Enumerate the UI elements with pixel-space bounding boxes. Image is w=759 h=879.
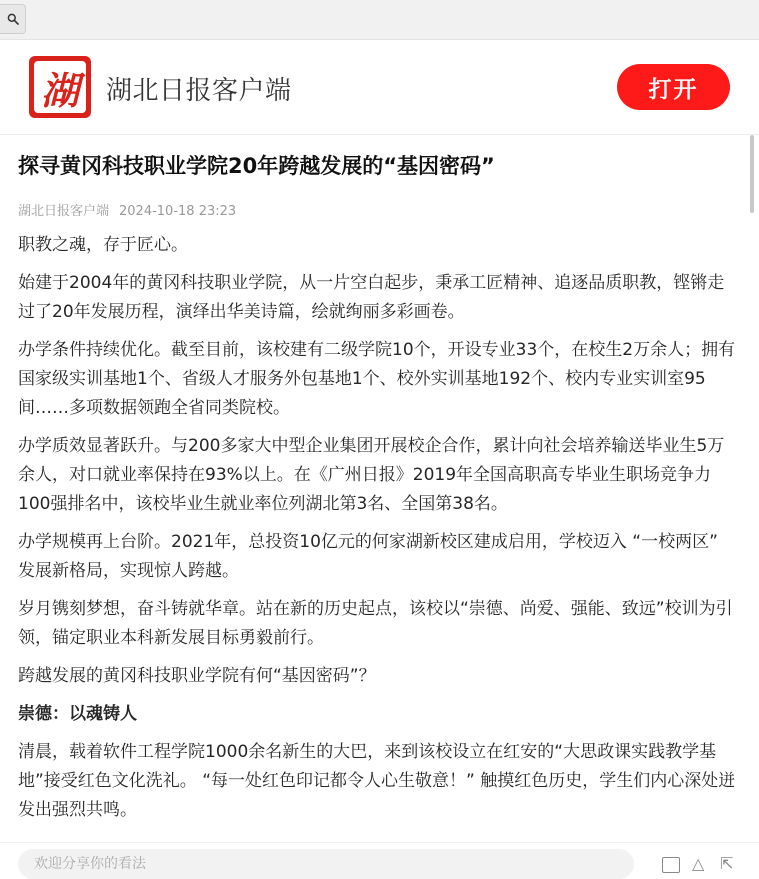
app-logo (29, 56, 91, 118)
article-paragraph: 职教之魂，存于匠心。 (18, 235, 188, 255)
browser-toolbar (0, 0, 759, 40)
article-time: 2024-10-18 23:23 (119, 204, 237, 219)
article-body (18, 231, 736, 834)
scrollbar-thumb[interactable] (750, 135, 754, 213)
article-paragraph: 办学规模再上台阶。2021年，总投资10亿元的何家湖新校区建成启用，学校迈入 “一校两区” 发展新格局，实现惊人跨越。 (18, 532, 718, 581)
comment-input[interactable]: 欢迎分享你的看法 (18, 849, 634, 879)
article-paragraph: 岁月镌刻梦想，奋斗铸就华章。站在新的历史起点，该校以“崇德、尚爱、强能、致远”校训为引领，锚定职业本科新发展目标勇毅前行。 (18, 599, 733, 648)
article (0, 135, 759, 862)
article-meta (18, 200, 236, 219)
article-paragraph: 清晨，载着软件工程学院1000余名新生的大巴，来到该校设立在红安的“大思政课实践教学基地”接受红色文化洗礼。 “每一处红色印记都令人心生敬意！” 触摸红色历史，学生们内心深处迸发出强烈共鸣。 (18, 742, 736, 820)
open-app-button[interactable]: 打开 (617, 64, 730, 110)
share-icon[interactable]: ⇱ (720, 854, 734, 873)
app-logo-mark: 湖 (34, 61, 86, 113)
article-paragraph: 跨越发展的黄冈科技职业学院有何“基因密码”？ (18, 666, 376, 686)
article-paragraph: 办学条件持续优化。截至目前，该校建有二级学院10个，开设专业33个，在校生2万余人；拥有国家级实训基地1个、省级人才服务外包基地1个、校外实训基地192个、校内专业实训室95间……多项数据领跑全省同类院校。 (18, 340, 736, 418)
like-icon[interactable]: △ (692, 854, 705, 873)
article-section-heading: 崇德：以魂铸人 (18, 704, 137, 724)
search-button[interactable] (0, 4, 26, 34)
comment-icon[interactable] (662, 857, 680, 873)
article-paragraph: 办学质效显著跃升。与200多家大中型企业集团开展校企合作，累计向社会培养输送毕业生5万余人，对口就业率保持在93%以上。在《广州日报》2019年全国高职高专毕业生职场竞争力100强排名中，该校毕业生就业率位列湖北第3名、全国第38名。 (18, 436, 725, 514)
comment-bar (0, 842, 759, 873)
article-source: 湖北日报客户端 (18, 204, 110, 219)
search-icon (7, 13, 19, 25)
app-download-banner (0, 40, 759, 135)
article-paragraph: 始建于2004年的黄冈科技职业学院，从一片空白起步，秉承工匠精神、追逐品质职教，铿锵走过了20年发展历程，演绎出华美诗篇，绘就绚丽多彩画卷。 (18, 273, 725, 322)
app-name: 湖北日报客户端 (106, 76, 292, 106)
article-title: 探寻黄冈科技职业学院20年跨越发展的“基因密码” (18, 154, 495, 178)
